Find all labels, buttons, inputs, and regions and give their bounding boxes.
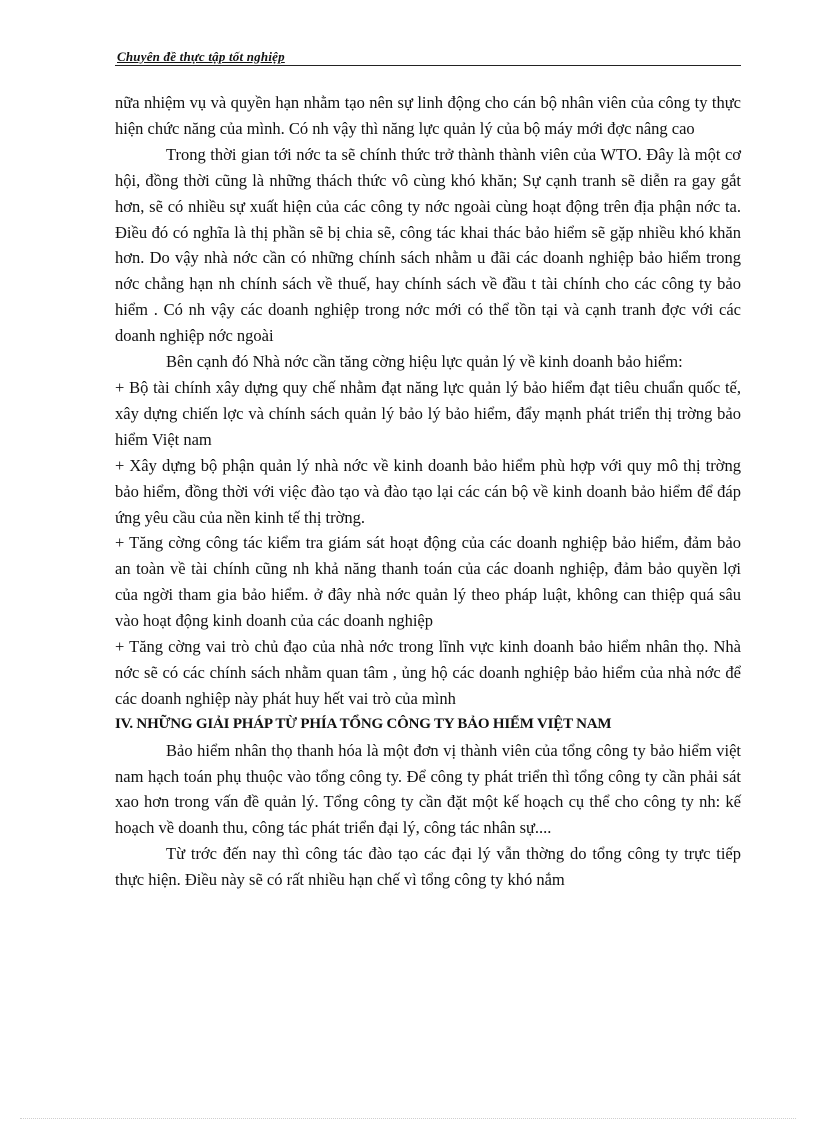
page-bottom-divider [20, 1118, 796, 1119]
paragraph-2: Trong thời gian tới nớc ta sẽ chính thức trở thành thành viên của WTO. Đây là một cơ hội, đồng thời cũng là những thách thức vô cùng khó khăn; Sự cạnh tranh sẽ diễn ra gay gắt hơn, sẽ có nhiều sự xuất hiện của các công ty nớc ngoài cùng hoạt động trên địa phận nớc ta. Điều đó có nghĩa là thị phần sẽ bị chia sẽ, công tác khai thác bảo hiểm sẽ gặp nhiều khó khăn hơn. Do vậy nhà nớc cần có những chính sách nhằm u đãi các doanh nghiệp bảo hiểm trong nớc chẳng hạn nh chính sách về thuế, hay chính sách về đầu t tài chính cho các công ty bảo hiểm . Có nh vậy các doanh nghiệp trong nớc mới có thể tồn tại và cạnh tranh đợc với các doanh nghiệp nớc ngoài [115, 144, 741, 346]
paragraph-1: nữa nhiệm vụ và quyền hạn nhằm tạo nên sự linh động cho cán bộ nhân viên của công ty thực hiện chức năng của mình. Có nh vậy thì năng lực quản lý của bộ máy mới đợc nâng cao [115, 93, 741, 138]
bullet-1: + Bộ tài chính xây dựng quy chế nhằm đạt năng lực quản lý bảo hiểm đạt tiêu chuẩn quốc tế, xây dựng chiến lợc và chính sách quản lý bảo lý bảo hiểm, đẩy mạnh phát triển thị trờng bảo hiểm Việt nam [115, 377, 741, 449]
section-paragraph-1: Bảo hiểm nhân thọ thanh hóa là một đơn vị thành viên của tổng công ty bảo hiểm việt nam hạch toán phụ thuộc vào tổng công ty. Để công ty phát triển thì tổng công ty cần phải sát xao hơn trong vấn đề quản lý. Tổng công ty cần đặt một kế hoạch cụ thể cho công ty nh: kế hoạch về doanh thu, công tác phát triển đại lý, công tác nhân sự.... [115, 740, 741, 838]
bullet-3: + Tăng cờng công tác kiểm tra giám sát hoạt động của các doanh nghiệp bảo hiểm, đảm bảo an toàn về tài chính cũng nh khả năng thanh toán của các doanh nghiệp, đảm bảo quyền lợi của ngời tham gia bảo hiểm. ở đây nhà nớc quản lý theo pháp luật, không can thiệp quá sâu vào hoạt động kinh doanh của các doanh nghiệp [115, 533, 741, 631]
section-heading: IV. NHỮNG GIẢI PHÁP TỪ PHÍA TỔNG CÔNG TY BẢO HIỂM VIỆT NAM [115, 715, 612, 732]
body-text [115, 90, 741, 893]
paragraph-3: Bên cạnh đó Nhà nớc cần tăng cờng hiệu lực quản lý về kinh doanh bảo hiểm: [166, 352, 683, 372]
header-title: Chuyên đề thực tập tốt nghiệp [117, 49, 285, 64]
bullet-4: + Tăng cờng vai trò chủ đạo của nhà nớc trong lĩnh vực kinh doanh bảo hiểm nhân thọ. Nhà nớc sẽ có các chính sách nhằm quan tâm , ủng hộ các doanh nghiệp bảo hiểm của nhà nớc để các doanh nghiệp này phát huy hết vai trò của mình [115, 637, 741, 708]
section-paragraph-2: Từ trớc đến nay thì công tác đào tạo các đại lý vẫn thờng do tổng công ty trực tiếp thực hiện. Điều này sẽ có rất nhiều hạn chế vì tổng công ty khó nắm [115, 844, 741, 890]
page-header [115, 47, 741, 66]
bullet-2: + Xây dựng bộ phận quản lý nhà nớc về kinh doanh bảo hiểm phù hợp với quy mô thị trờng bảo hiểm, đồng thời với việc đào tạo và đào tạo lại các cán bộ về kinh doanh bảo hiểm để đáp ứng yêu cầu của nền kinh tế thị trờng. [115, 455, 741, 527]
